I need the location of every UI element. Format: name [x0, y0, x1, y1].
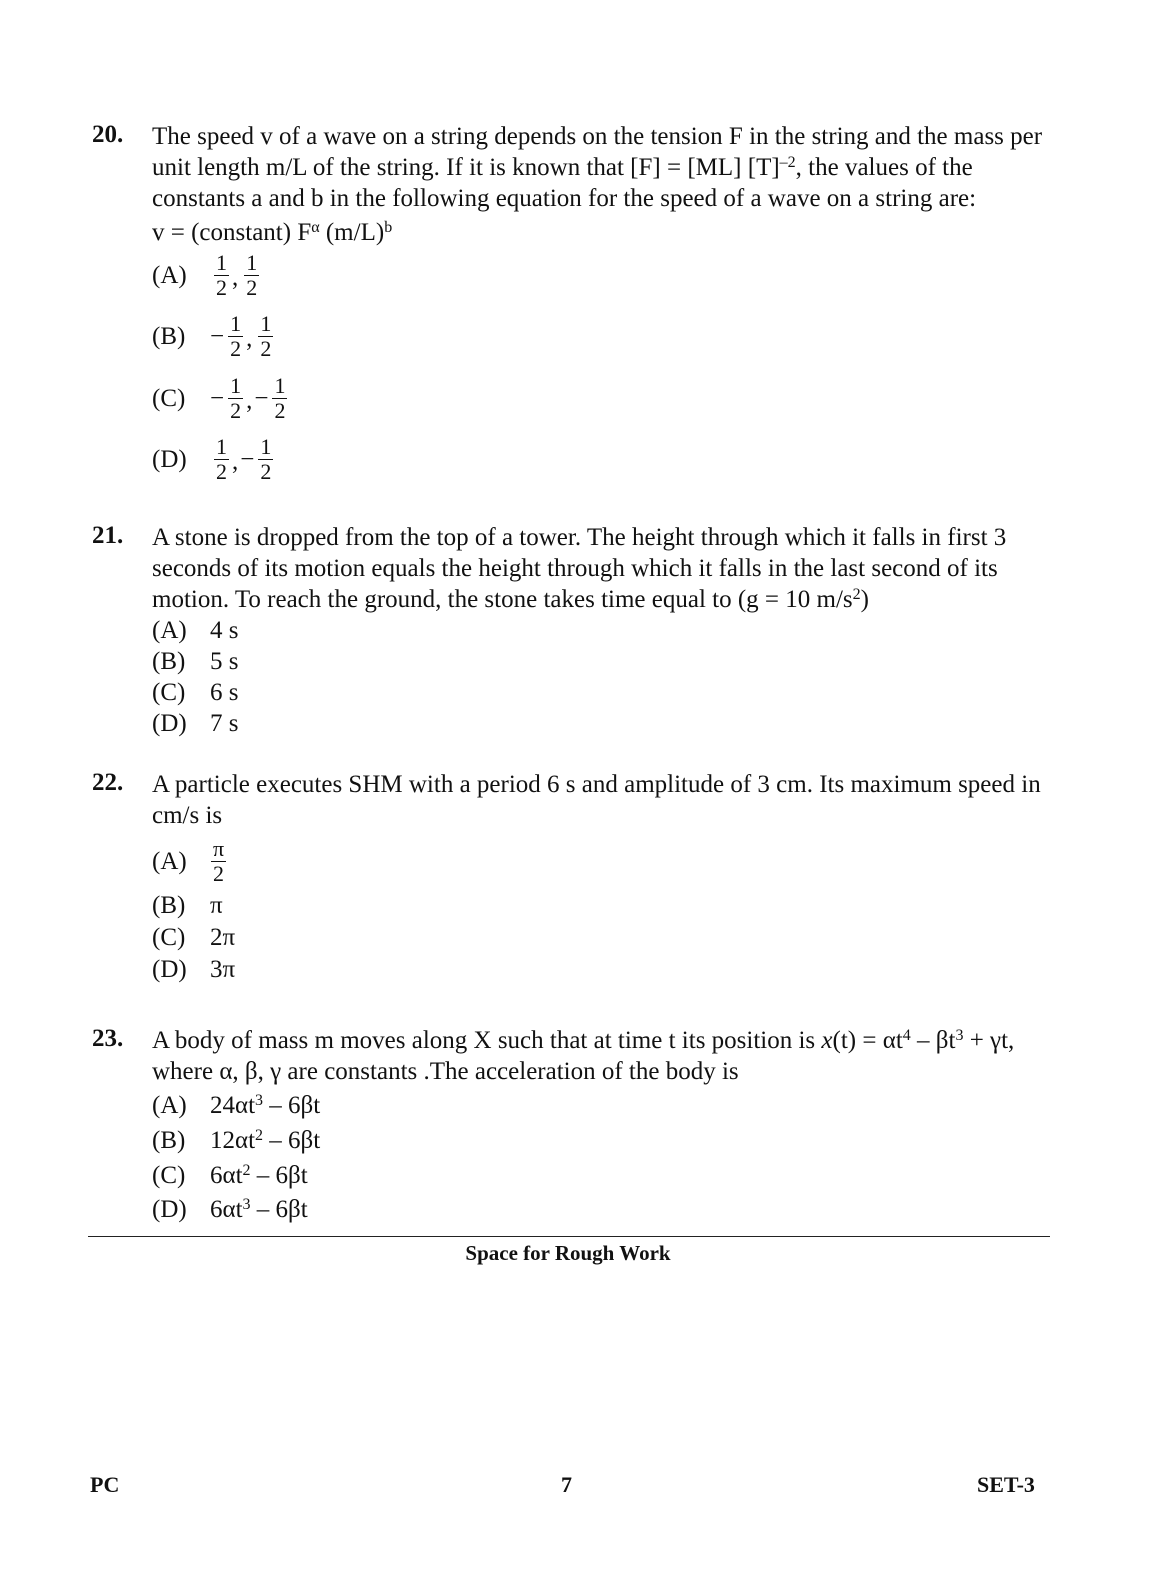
option-text	[210, 1194, 308, 1225]
text-fragment: 6αt	[210, 1162, 243, 1189]
fraction	[258, 312, 273, 361]
text-fragment: , the values of the	[795, 154, 973, 181]
option-label: (A)	[152, 1092, 187, 1119]
option-label: (B)	[152, 892, 186, 919]
comma: ,	[232, 264, 239, 291]
question-line: A stone is dropped from the top of a tower. The height through which it falls in first 3	[152, 524, 1007, 551]
question-number: 20.	[92, 121, 124, 148]
denominator: 2	[213, 861, 225, 886]
footer-left: PC	[90, 1472, 120, 1497]
option-text	[210, 1125, 320, 1156]
text-fragment: 12αt	[210, 1127, 256, 1154]
option-c[interactable]	[152, 677, 1062, 708]
exponent: 2	[852, 586, 861, 603]
option-d[interactable]	[152, 1194, 1062, 1225]
question-line: A particle executes SHM with a period 6 s and amplitude of 3 cm. Its maximum speed in	[152, 771, 1041, 798]
option-label: (C)	[152, 679, 186, 706]
option-label: (D)	[152, 956, 187, 983]
text-fragment: A body of mass m moves along X such that at time t its position is	[152, 1027, 822, 1054]
numerator: 1	[216, 434, 227, 459]
denominator: 2	[246, 275, 258, 300]
numerator: 1	[230, 311, 242, 336]
question-line	[152, 1025, 1062, 1056]
option-label: (D)	[152, 446, 187, 473]
fraction	[272, 374, 287, 423]
option-b[interactable]	[152, 646, 1062, 677]
comma: ,	[246, 325, 253, 352]
option-b[interactable]	[152, 1125, 1062, 1156]
question-22	[92, 769, 1062, 985]
option-label: (B)	[152, 323, 186, 350]
option-text: 4 s	[210, 617, 239, 644]
option-a[interactable]	[152, 251, 260, 300]
option-d[interactable]	[152, 708, 1062, 739]
question-number: 22.	[92, 769, 124, 796]
option-a[interactable]	[152, 615, 1062, 646]
denominator: 2	[216, 459, 227, 484]
minus-sign: −	[240, 446, 255, 473]
text-fragment: – 6βt	[263, 1127, 321, 1154]
question-20	[92, 121, 1062, 248]
numerator: π	[213, 836, 225, 861]
question-line: where α, β, γ are constants .The acceleration of the body is	[152, 1058, 739, 1085]
question-text	[152, 1025, 1062, 1087]
page-number: 7	[561, 1472, 572, 1497]
question-line: The speed v of a wave on a string depends on the tension F in the string and the mass per	[152, 123, 1043, 150]
option-c[interactable]	[152, 374, 288, 423]
fraction	[214, 251, 229, 300]
text-fragment: x	[821, 1027, 833, 1054]
question-text	[152, 522, 1062, 615]
text-fragment: – βt	[910, 1027, 956, 1054]
comma: ,	[246, 387, 253, 414]
option-text	[210, 1160, 308, 1191]
question-line	[152, 152, 1062, 183]
option-c[interactable]	[152, 1160, 1062, 1191]
option-label: (C)	[152, 1162, 186, 1189]
denominator: 2	[230, 398, 242, 423]
minus-sign: −	[210, 385, 225, 412]
fraction	[258, 435, 273, 484]
question-21	[92, 522, 1062, 739]
exponent: α	[311, 219, 320, 236]
text-fragment: )	[860, 586, 869, 613]
option-text: 2π	[210, 924, 236, 951]
text-fragment: – 6βt	[250, 1162, 308, 1189]
option-label: (D)	[152, 710, 187, 737]
text-fragment: v = (constant) F	[152, 219, 312, 246]
denominator: 2	[216, 275, 227, 300]
text-fragment: 24αt	[210, 1092, 256, 1119]
numerator: 1	[230, 373, 242, 398]
option-c[interactable]	[152, 922, 1062, 953]
fraction	[211, 837, 226, 886]
option-text: 3π	[210, 956, 236, 983]
option-a[interactable]	[152, 1090, 1062, 1121]
option-label: (A)	[152, 617, 187, 644]
option-d[interactable]	[152, 435, 274, 484]
option-text: 6 s	[210, 679, 239, 706]
divider	[88, 1236, 1050, 1237]
fraction	[244, 251, 259, 300]
numerator: 1	[260, 434, 272, 459]
footer-right: SET-3	[977, 1472, 1035, 1497]
option-d[interactable]	[152, 954, 1062, 985]
numerator: 1	[246, 250, 258, 275]
question-23	[92, 1025, 1062, 1225]
question-line: seconds of its motion equals the height through which it falls in the last second of its	[152, 555, 998, 582]
fraction	[214, 435, 229, 484]
text-fragment: (m/L)	[319, 219, 385, 246]
option-label: (B)	[152, 1127, 186, 1154]
option-label: (B)	[152, 648, 186, 675]
exponent: 2	[242, 1162, 251, 1179]
denominator: 2	[260, 459, 272, 484]
text-fragment: + γt,	[963, 1027, 1015, 1054]
option-label: (C)	[152, 385, 186, 412]
minus-sign: −	[210, 323, 225, 350]
exponent: 3	[242, 1196, 251, 1213]
exponent: –2	[779, 154, 796, 171]
exponent: 3	[955, 1027, 964, 1044]
option-a[interactable]	[152, 837, 1062, 886]
text-fragment: – 6βt	[263, 1092, 321, 1119]
fraction	[228, 312, 243, 361]
option-text: π	[210, 892, 223, 919]
text-fragment: (t) = αt	[832, 1027, 903, 1054]
question-text	[152, 121, 1062, 248]
option-text	[210, 1090, 320, 1121]
question-number: 23.	[92, 1025, 124, 1052]
exponent: 2	[255, 1127, 264, 1144]
denominator: 2	[260, 336, 272, 361]
denominator: 2	[230, 336, 242, 361]
exponent: 3	[255, 1092, 264, 1109]
minus-sign: −	[254, 385, 269, 412]
rough-work-heading: Space for Rough Work	[465, 1241, 671, 1265]
numerator: 1	[274, 373, 286, 398]
numerator: 1	[216, 250, 227, 275]
text-fragment: unit length m/L of the string. If it is known that [F] = [ML] [T]	[152, 154, 780, 181]
text-fragment: motion. To reach the ground, the stone takes time equal to (g = 10 m/s	[152, 586, 853, 613]
question-line: constants a and b in the following equation for the speed of a wave on a string are:	[152, 185, 977, 212]
exponent: 4	[902, 1027, 911, 1044]
option-b[interactable]	[152, 890, 1062, 921]
question-number: 21.	[92, 522, 124, 549]
exponent: b	[384, 219, 393, 236]
text-fragment: 6αt	[210, 1196, 243, 1223]
option-text: 7 s	[210, 710, 239, 737]
question-text	[152, 769, 1062, 831]
option-label: (C)	[152, 924, 186, 951]
question-line: cm/s is	[152, 802, 223, 829]
question-line	[152, 584, 1062, 615]
option-b[interactable]	[152, 312, 274, 361]
text-fragment: – 6βt	[250, 1196, 308, 1223]
numerator: 1	[260, 311, 272, 336]
comma: ,	[232, 448, 239, 475]
option-label: (D)	[152, 1196, 187, 1223]
equation	[152, 217, 1062, 248]
option-label: (A)	[152, 262, 187, 289]
option-text: 5 s	[210, 648, 239, 675]
denominator: 2	[274, 398, 286, 423]
option-label: (A)	[152, 848, 187, 875]
fraction	[228, 374, 243, 423]
